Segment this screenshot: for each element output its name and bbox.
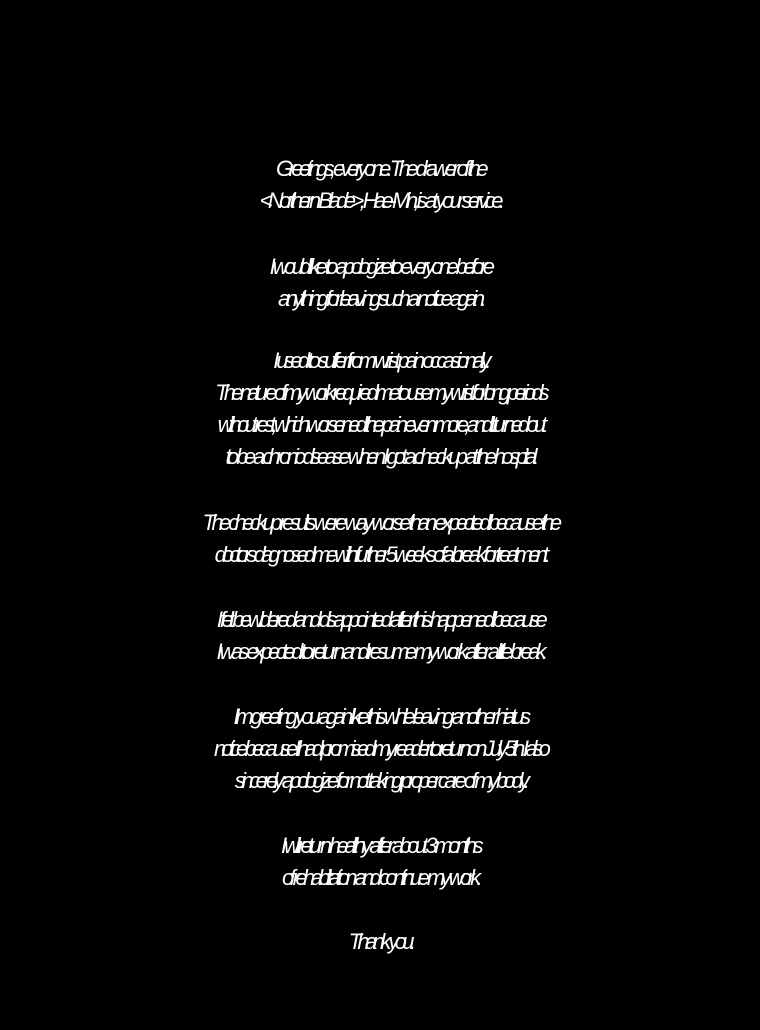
paragraph-thank-you bbox=[0, 926, 760, 958]
text-line: anything for leaving such a notice again. bbox=[278, 286, 482, 311]
text-line: sincerely apologize for not taking proper care of my body. bbox=[234, 768, 526, 793]
paragraph-apology bbox=[0, 251, 760, 315]
paragraph-wrist-pain bbox=[0, 345, 760, 473]
paragraph-hiatus-notice bbox=[0, 701, 760, 797]
text-line: I will return healthy after about 3 months bbox=[280, 833, 480, 858]
text-line: I used to suffer from wrist pain occasionally. bbox=[273, 348, 487, 373]
text-line: to be a chronic disease when I got a checkup at the hospital. bbox=[225, 444, 535, 469]
text-line: doctors diagnosed me with further 5 weeks of a break for treatment. bbox=[214, 542, 546, 567]
text-line: <Northern Blade>, Hae-Min, is at your service. bbox=[259, 188, 501, 213]
text-line: without rest, which worsened the pain even more, and it turned out bbox=[217, 412, 543, 437]
paragraph-return-plan bbox=[0, 830, 760, 894]
text-line: I’m greeting you again like this while leaving another hiatus bbox=[233, 704, 527, 729]
text-line: Thank you. bbox=[348, 929, 412, 954]
text-line: notice because I had promised my reader to return on July 5th. I also bbox=[213, 736, 547, 761]
text-line: I felt bewildered and disappointed after this happened because bbox=[216, 607, 544, 632]
paragraph-disappointment bbox=[0, 604, 760, 668]
text-line: I would like to apologize to everyone before bbox=[269, 254, 491, 279]
text-line: of rehabilitation and continue my work. bbox=[281, 865, 479, 890]
text-line: I was expected to return and resume my work after a little break. bbox=[216, 639, 544, 664]
paragraph-checkup-results bbox=[0, 507, 760, 571]
text-line: The nature of my work required me to use my wrist for long periods bbox=[215, 380, 545, 405]
text-line: The checkup results were way worse than expected because the bbox=[202, 510, 558, 535]
paragraph-greeting bbox=[0, 153, 760, 217]
text-line: Greetings, everyone. The drawer of the bbox=[276, 156, 484, 181]
